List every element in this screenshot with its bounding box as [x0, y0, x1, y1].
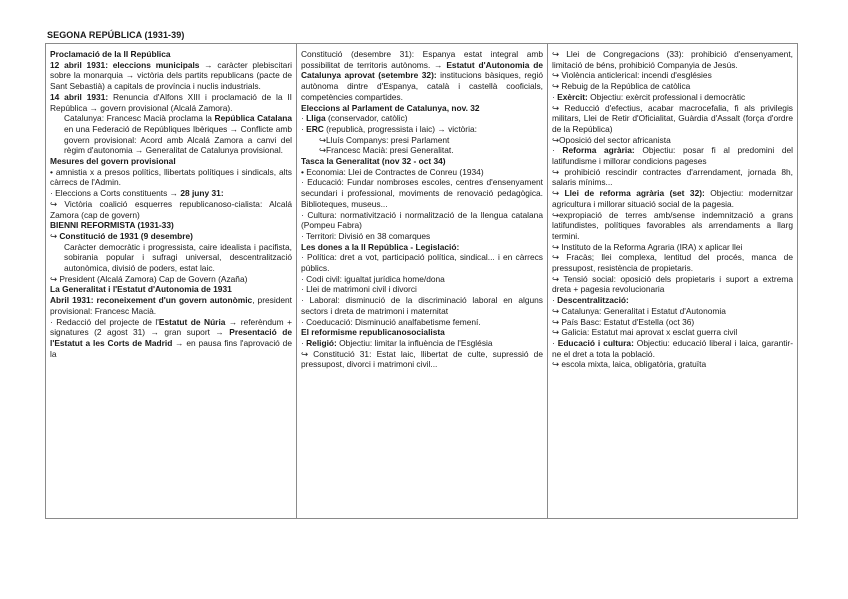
note-text: Renuncia d'Alfons XIII i proclamació de la II República → govern provisional (Alcalá Zamora).: [50, 91, 292, 113]
notes-table: [45, 43, 798, 519]
note-paragraph: [552, 295, 793, 306]
note-paragraph: [301, 145, 543, 156]
note-paragraph: [50, 220, 292, 231]
note-heading-text: 14 abril 1931:: [50, 91, 109, 102]
note-text: ↪: [50, 230, 60, 241]
note-paragraph: [50, 92, 292, 113]
note-paragraph: [50, 317, 292, 360]
note-paragraph: [552, 327, 793, 338]
note-paragraph: [301, 210, 543, 231]
note-text: ↪Oposició del sector africanista: [552, 134, 671, 145]
note-paragraph: [552, 242, 793, 253]
note-paragraph: [552, 317, 793, 328]
note-paragraph: [301, 124, 543, 135]
note-heading-text: Estatut d'Autonomia de Catalunya aprovat (setembre 32):: [301, 59, 543, 81]
note-paragraph: [50, 295, 292, 316]
note-paragraph: [301, 231, 543, 242]
note-text: ↪ Violència anticlerical: incendi d'esglésies: [552, 70, 712, 81]
note-text: ↪Lluís Companys: presi Parlament: [319, 134, 450, 145]
note-heading-text: República Catalana: [214, 113, 292, 124]
note-paragraph: [552, 359, 793, 370]
note-paragraph: [301, 284, 543, 295]
note-text: en una Federació de Repúbliques Ibèriques → Conflicte amb govern provisional: Acord amb Alcalá Zamora a canvi del règim d'autonomia → Generalitat de Catalunya provisional.: [64, 123, 292, 156]
note-paragraph: [301, 317, 543, 328]
note-paragraph: [50, 60, 292, 92]
note-paragraph: [552, 210, 793, 242]
note-text: → caràcter plebiscitari sobre la monarquia → victòria dels partits republicans (pacte de Sant Sebastià) a capitals de província i nuclis industrials.: [50, 59, 292, 92]
note-text: ↪ Catalunya: Generalitat i Estatut d'Autonomia: [552, 305, 726, 316]
note-text: (conservador, catòlic): [325, 113, 408, 124]
note-paragraph: [301, 49, 543, 103]
note-paragraph: [301, 274, 543, 285]
note-heading-text: Descentralització:: [557, 295, 629, 306]
note-paragraph: [301, 295, 543, 316]
note-text: · Coeducació: Disminució analfabetisme femení.: [301, 316, 481, 327]
note-paragraph: [301, 113, 543, 124]
note-heading-text: Lliga: [306, 113, 326, 124]
note-text: ·: [301, 113, 307, 124]
note-paragraph: [50, 284, 292, 295]
note-text: Objectiu: limitar la influència de l'Església: [336, 337, 493, 348]
note-text: ↪ Rebuig de la República de catòlica: [552, 81, 691, 92]
note-heading-text: Abril 1931: reconeixement d'un govern autonòmic: [50, 295, 253, 306]
note-paragraph: [301, 156, 543, 167]
note-text: Constitució (desembre 31): Espanya estat integral amb possibilitat de territoris autònoms. →: [301, 49, 543, 70]
note-text: ↪expropiació de terres amb/sense indemnització a grans latifundistes, polítiques favorables als arrendaments a llarg termini.: [552, 209, 793, 241]
note-heading-text: Tasca la Generalitat (nov 32 - oct 34): [301, 156, 446, 167]
note-text: Catalunya: Francesc Macià proclama la: [64, 113, 215, 124]
note-text: ↪ Instituto de la Reforma Agraria (IRA) x aplicar llei: [552, 241, 743, 252]
note-text: · Cultura: normativització i normalització de la llengua catalana (Pompeu Fabra): [301, 209, 543, 231]
note-heading-text: Constitució de 1931 (9 desembre): [59, 230, 193, 241]
note-text: · Educació: Fundar nombroses escoles, centres d'ensenyament secundari i professional, moviments de renovació pedagògica. Biblioteques, museus...: [301, 177, 543, 209]
note-paragraph: [50, 199, 292, 220]
note-heading-text: BIENNI REFORMISTA (1931-33): [50, 220, 174, 231]
note-paragraph: [552, 103, 793, 135]
note-text: • amnistia x a presos polítics, llibertats polítiques i sindicals, alts càrrecs de l'Admin.: [50, 166, 292, 188]
note-text: ↪ Llei de Congregacions (33): prohibició d'ensenyament, limitació de béns, prohibició Companyia de Jesús.: [552, 49, 793, 70]
note-paragraph: [50, 188, 292, 199]
note-text: ↪: [552, 188, 565, 199]
note-text: ·: [552, 295, 558, 306]
note-paragraph: [301, 338, 543, 349]
notes-column-3: [547, 44, 797, 518]
note-heading-text: 12 abril 1931: eleccions municipals: [50, 59, 200, 70]
note-paragraph: [301, 167, 543, 178]
note-text: → en pausa fins l'aprovació de la: [50, 337, 292, 359]
note-text: · Política: dret a vot, participació política, sindical... i en càrrecs públics.: [301, 252, 543, 274]
note-paragraph: [552, 70, 793, 81]
note-heading-text: ERC: [306, 123, 324, 134]
note-text: Objectiu: modernitzar agricultura i millorar situació social de la pagesia.: [552, 188, 793, 209]
note-heading-text: Educació i cultura:: [557, 337, 634, 348]
note-text: · Codi civil: igualtat jurídica home/dona: [301, 273, 445, 284]
note-text: Objectiu: exèrcit professional i democràtic: [587, 91, 746, 102]
note-paragraph: [50, 242, 292, 274]
note-paragraph: [552, 306, 793, 317]
note-heading-text: Religió:: [306, 337, 337, 348]
note-paragraph: [301, 242, 543, 253]
note-heading-text: Eleccions al Parlament de Catalunya, nov. 32: [301, 102, 480, 113]
page-title: SEGONA REPÚBLICA (1931-39): [47, 30, 185, 40]
note-paragraph: [552, 167, 793, 188]
note-paragraph: [552, 135, 793, 146]
note-text: ·: [552, 337, 558, 348]
note-text: · Eleccions a Corts constituents →: [50, 188, 181, 199]
note-heading-text: Reforma agrària:: [562, 145, 635, 156]
note-paragraph: [552, 49, 793, 70]
notes-column-1: [46, 44, 296, 518]
note-text: ↪Francesc Macià: presi Generalitat.: [319, 145, 454, 156]
note-text: ↪ President (Alcalá Zamora) Cap de Govern (Azaña): [50, 273, 248, 284]
note-paragraph: [301, 103, 543, 114]
note-text: Objectiu: posar fi al predomini del latifundisme i millorar condicions pageses: [552, 145, 794, 167]
note-paragraph: [552, 338, 793, 359]
note-text: • Economia: Llei de Contractes de Conreu (1934): [301, 166, 484, 177]
note-text: · Redacció del projecte de l': [50, 316, 159, 327]
note-paragraph: [301, 177, 543, 209]
note-text: · Territori: Divisió en 38 comarques: [301, 230, 431, 241]
note-paragraph: [552, 145, 793, 166]
note-heading-text: La Generalitat i l'Estatut d'Autonomia de 1931: [50, 284, 232, 295]
note-heading-text: Les dones a la II República - Legislació:: [301, 241, 460, 252]
note-text: institucions bàsiques, regió autònoma dintre d'Espanya, català i castellà cooficials, competències compartides.: [301, 70, 544, 102]
note-text: ·: [552, 91, 558, 102]
note-paragraph: [50, 156, 292, 167]
note-text: , president provisional: Francesc Macià.: [50, 295, 292, 316]
note-text: ↪ Tensió social: oposició dels propietaris i suport a extrema dreta + pagesia revolucionaria: [552, 273, 793, 295]
note-text: ·: [552, 145, 563, 156]
note-paragraph: [301, 349, 543, 370]
note-text: ↪ Galicia: Estatut mai aprovat x esclat guerra civil: [552, 327, 738, 338]
note-text: ↪ Constitució 31: Estat laic, llibertat de culte, supressió de pressupost, divorci i matrimoni civil...: [301, 348, 543, 370]
note-heading-text: 28 juny 31:: [180, 188, 224, 199]
note-paragraph: [552, 274, 793, 295]
note-text: (republicà, progressista i laic) → victòria:: [323, 123, 477, 134]
note-paragraph: [50, 274, 292, 285]
note-heading-text: El reformisme republicanosocialista: [301, 327, 445, 338]
note-heading-text: Mesures del govern provisional: [50, 156, 176, 167]
note-paragraph: [552, 188, 793, 209]
note-text: → referèndum + signatures (2 agost 31) → gran suport →: [50, 316, 292, 338]
note-text: · Llei de matrimoni civil i divorci: [301, 284, 417, 295]
note-text: ·: [301, 123, 307, 134]
note-heading-text: Llei de reforma agrària (set 32):: [564, 188, 705, 199]
note-paragraph: [50, 167, 292, 188]
note-paragraph: [552, 81, 793, 92]
note-text: ↪ Fracàs; llei complexa, lentitud del procés, manca de pressupost, resistència de propietaris.: [552, 252, 793, 274]
note-text: ↪ Reducció d'efectius, acabar macrocefalia, fi als privilegis militars, Llei de Retir d'Oficialitat, Guàrdia d'Assalt (força d'ordre de la República): [552, 102, 793, 134]
note-text: ↪ País Basc: Estatut d'Estella (oct 36): [552, 316, 695, 327]
notes-column-2: [296, 44, 547, 518]
note-heading-text: Presentació de l'Estatut a les Corts de Madrid: [50, 327, 292, 348]
note-paragraph: [552, 252, 793, 273]
note-text: Caràcter democràtic i progressista, caire idealista i pacifista, sobirania popular i sufragi universal, descentralització autonòmica, divisió de poders, estat laic.: [64, 241, 292, 274]
note-paragraph: [301, 135, 543, 146]
note-text: · Laboral: disminució de la discriminació laboral en alguns sectors i dreta de matrimoni i maternitat: [301, 295, 543, 316]
note-heading-text: Exèrcit:: [557, 91, 588, 102]
note-text: ↪ escola mixta, laica, obligatòria, gratuïta: [552, 359, 707, 370]
note-heading-text: Proclamació de la II República: [50, 49, 171, 59]
note-text: Objectiu: educació liberal i laica, garantir-ne el dret a tota la població.: [552, 337, 793, 359]
note-paragraph: [50, 49, 292, 60]
note-paragraph: [552, 92, 793, 103]
note-text: ↪ Victòria coalició esquerres republicanoso-cialista: Alcalá Zamora (cap de govern): [50, 198, 292, 220]
note-paragraph: [50, 231, 292, 242]
note-text: ↪ prohibició rescindir contractes d'arrendament, jornada 8h, salaris mínims...: [552, 166, 793, 188]
note-paragraph: [301, 327, 543, 338]
note-heading-text: Estatut de Núria: [158, 316, 226, 327]
note-text: ·: [301, 337, 307, 348]
note-paragraph: [301, 252, 543, 273]
note-paragraph: [50, 113, 292, 156]
